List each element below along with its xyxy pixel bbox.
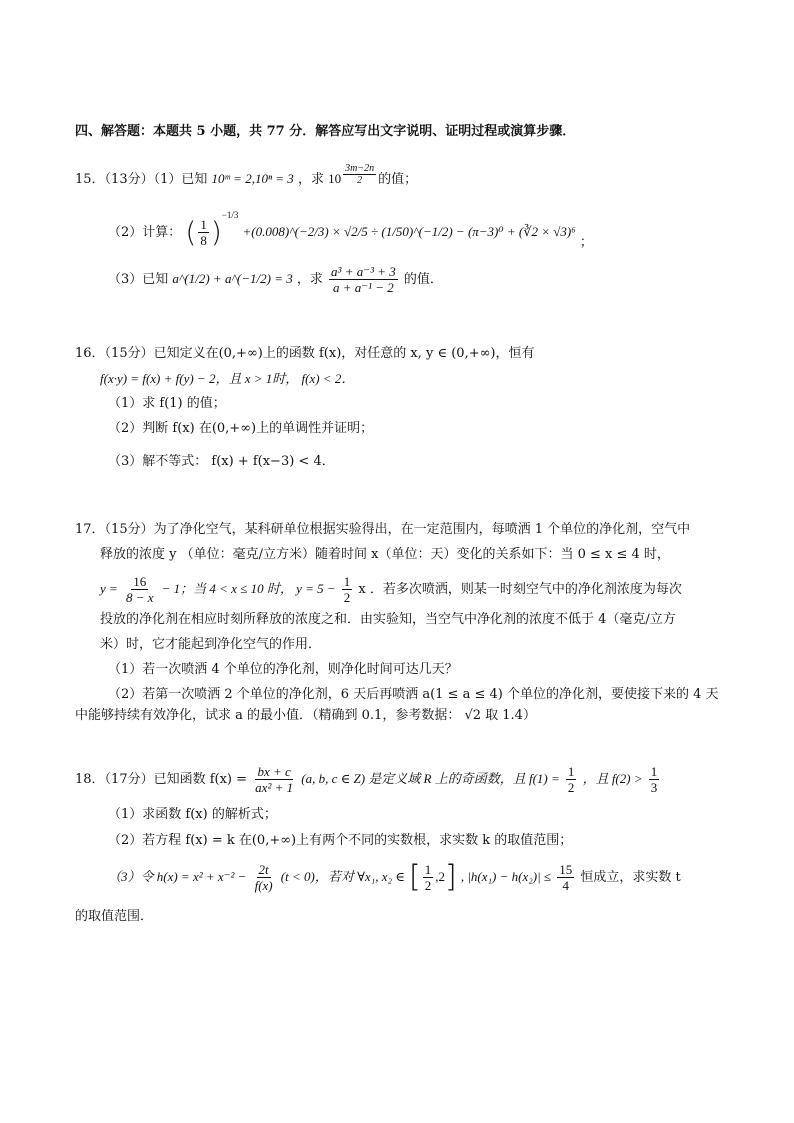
q17-line3-mid: − 1；当 4 < x ≤ 10 时， y = 5 − — [161, 581, 336, 596]
q18-part3-cont: 的取值范围． — [75, 909, 154, 924]
q17-line5: 米）时，它才能起到净化空气的作用． — [100, 637, 322, 652]
q17-line3 — [100, 574, 682, 605]
q18-part3-forall: (t < 0)，若对 ∀x₁, x₂ ∈ — [280, 869, 405, 884]
q18-head: 18．（17分）已知函数 f(x) = — [75, 772, 248, 787]
q18-part1: （1）求函数 f(x) 的解析式； — [108, 807, 277, 822]
q15-part1 — [75, 163, 417, 189]
q17-frac-num: 16 — [133, 574, 147, 589]
q17-line1: 17．（15分）为了净化空气，某科研单位根据实验得出，在一定范围内，每喷洒 1 个单位的净化剂，空气中 — [75, 522, 691, 537]
q18-bound-fraction — [557, 862, 574, 893]
q15-p3-fraction — [329, 264, 398, 295]
q18-part2: （2）若方程 f(x) = k 在(0,+∞)上有两个不同的实数根，求实数 k 的取值范围； — [108, 833, 573, 848]
q15-part3 — [108, 262, 443, 297]
q17-y-equals: y = — [100, 581, 118, 596]
q18-bound-den: 4 — [562, 878, 569, 893]
q15-p1-exp-num: 3m−2n — [345, 163, 375, 174]
q16-part1: （1）求 f(1) 的值； — [108, 396, 226, 411]
q15-p2-label: （2）计算： — [108, 225, 182, 240]
q18-int-den: 2 — [424, 878, 432, 893]
q18-line1-f2: ，且 f(2) > — [582, 771, 643, 786]
q17-part2-cont: 中能够持续有效净化，试求 a 的最小值．（精确到 0.1，参考数据： √2 取 1.4） — [75, 708, 536, 723]
q17-fraction-16 — [124, 574, 156, 605]
q15-p1-exp-den: 2 — [357, 175, 363, 186]
q18-part3-abs: , |h(x₁) − h(x₂)| ≤ — [460, 869, 552, 884]
q18-line1 — [75, 762, 661, 797]
q18-f1-den: 2 — [567, 780, 575, 795]
q18-part3-h: （3）令 h(x) = x² + x⁻² − — [108, 869, 247, 884]
q17-line3-tail: x ．若多次喷洒，则某一时刻空气中的净化剂浓度为每次 — [358, 582, 682, 597]
q17-frac2-num: 1 — [343, 574, 351, 589]
q15-p2-semicolon: ； — [579, 235, 593, 250]
q15-p3-ask: ，求 — [296, 272, 323, 287]
q18-part3-den: f(x) — [254, 878, 273, 893]
q16-part3: （3）解不等式： f(x) + f(x−3) < 4． — [108, 454, 335, 469]
q18-f1-fraction — [566, 764, 577, 795]
q15-p3-num: a³ + a⁻³ + 3 — [331, 264, 396, 279]
q18-fx-fraction — [253, 764, 295, 795]
q17-line2: 释放的浓度 y （单位：毫克/立方米）随着时间 x（单位：天）变化的关系如下：当 0 ≤ x ≤ 4 时， — [100, 547, 670, 562]
q18-part3-num: 2t — [258, 862, 269, 877]
q15-p3-tail: 的值． — [403, 272, 443, 287]
q18-part3 — [108, 860, 681, 895]
q15-p3-den: a + a⁻¹ − 2 — [332, 280, 394, 295]
q17-fraction-half — [342, 574, 353, 605]
q18-line1-mid: (a, b, c ∈ Z) 是定义域 R 上的奇函数，且 f(1) = — [301, 771, 560, 786]
q16-part2: （2）判断 f(x) 在(0,+∞)上的单调性并证明； — [108, 421, 374, 436]
q17-part2: （2）若第一次喷洒 2 个单位的净化剂，6 天后再喷洒 a(1 ≤ a ≤ 4) 个单位的净化剂，要使接下来的 4 天 — [108, 687, 719, 702]
q18-fx-num: bx + c — [257, 764, 291, 779]
q15-p1-given: 10ᵐ = 2,10ⁿ = 3 — [211, 171, 294, 186]
q17-frac-den: 8 − x — [125, 590, 154, 605]
q18-f2-den: 3 — [650, 780, 658, 795]
q15-p3-given: a^(1/2) + a^(−1/2) = 3 — [172, 271, 293, 286]
q15-p2-expression: +(0.008)^(−2/3) × √2/5 ÷ (1/50)^(−1/2) − (π−3)⁰ + (∛2 × √3)⁶ — [242, 224, 576, 239]
q15-p1-tail: 的值； — [378, 172, 418, 187]
q16-line2: f(x·y) = f(x) + f(y) − 2，且 x > 1时， f(x) < 2． — [100, 371, 355, 386]
q15-head: 15．（13分）（1）已知 — [75, 172, 208, 187]
q17-line4: 投放的净化剂在相应时刻所释放的浓度之和．由实验知，当空气中净化剂的浓度不低于 4（毫克/立方 — [100, 612, 676, 627]
q18-interval-fraction — [423, 862, 434, 893]
q18-f1-num: 1 — [567, 764, 575, 779]
q16-line1: 16．（15分）已知定义在(0,+∞)上的函数 f(x)，对任意的 x, y ∈ (0,+∞)，恒有 — [75, 346, 535, 361]
left-bracket: [ — [409, 859, 421, 895]
q17-frac2-den: 2 — [343, 590, 351, 605]
q15-p3-label: （3）已知 — [108, 272, 169, 287]
one-eighth-fraction: $\frac{1}{8}$ — [200, 217, 207, 248]
q15-p1-base: 10 — [328, 171, 342, 186]
q18-f2-num: 1 — [650, 764, 658, 779]
q15-p1-ask: ，求 — [297, 172, 324, 187]
left-paren: ( — [185, 215, 197, 249]
q18-part3-fraction — [253, 862, 275, 893]
q15-part2: （2）计算： ( $\frac{1}{8}$ )$^{-1/3}$ +(0.008)^(−2/3) × √2/5 ÷ (1/50)^(−1/2) − (π−3)⁰ + (∛2 × √3)⁶ ； — [108, 210, 593, 250]
q18-fx-den: ax² + 1 — [255, 780, 294, 795]
right-paren: ) — [210, 215, 222, 249]
q15-p1-exponent — [343, 163, 376, 186]
right-bracket: ] — [444, 859, 457, 895]
section-heading: 四、解答题：本题共 5 小题，共 77 分．解答应写出文字说明、证明过程或演算步骤． — [75, 124, 576, 139]
q18-bound-num: 15 — [559, 862, 573, 877]
q18-int-end: ,2 — [435, 869, 445, 884]
q18-int-num: 1 — [424, 862, 432, 877]
q18-part3-tail: 恒成立，求实数 t — [580, 870, 681, 885]
q17-part1: （1）若一次喷洒 4 个单位的净化剂，则净化时间可达几天？ — [108, 662, 458, 677]
q18-f2-fraction — [649, 764, 660, 795]
